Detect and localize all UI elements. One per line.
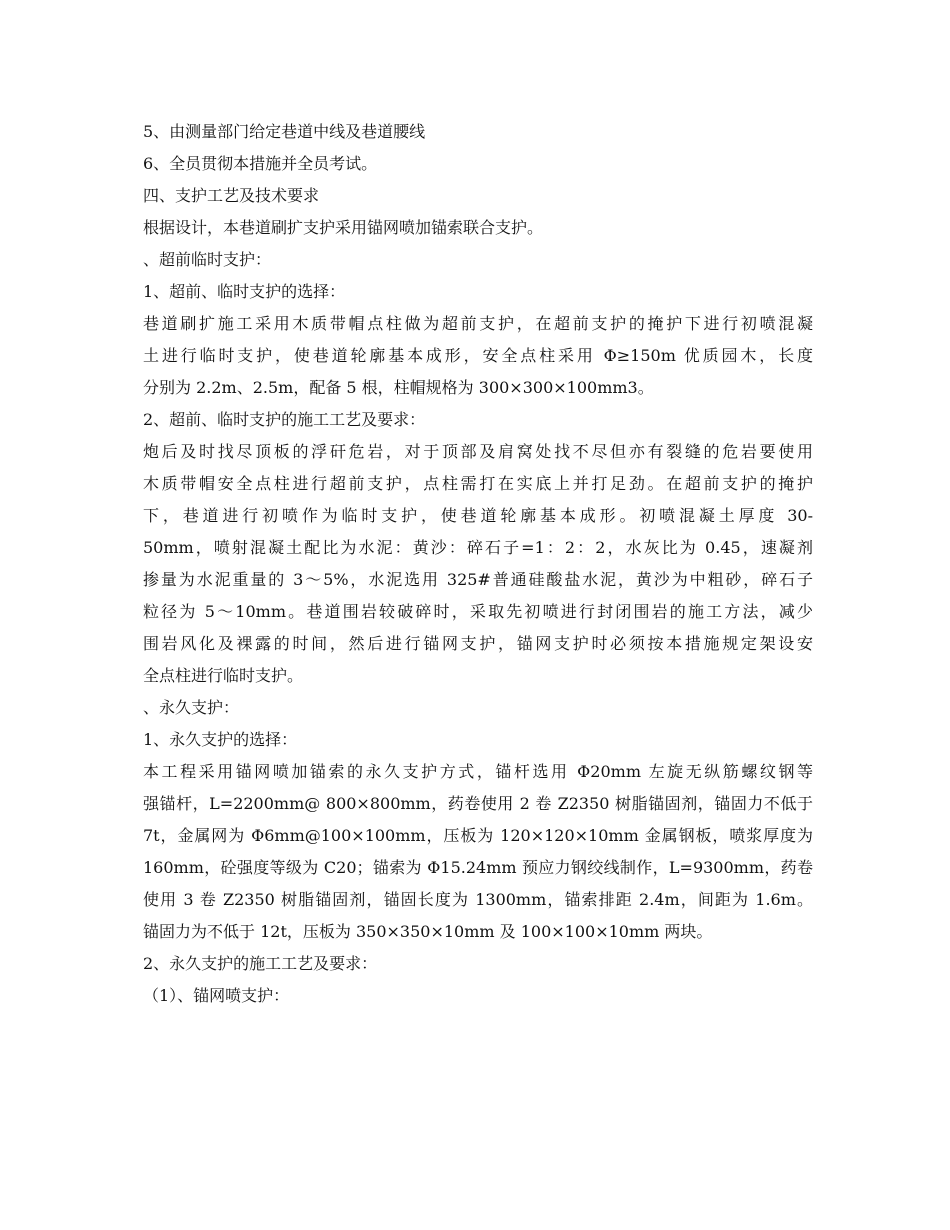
text-line: 围岩风化及裸露的时间，然后进行锚网支护，锚网支护时必须按本措施规定架设安 — [143, 634, 813, 653]
text-line: 巷道刷扩施工采用木质带帽点柱做为超前支护，在超前支护的掩护下进行初喷混凝 — [143, 314, 813, 333]
text-line: 7t，金属网为 Φ6mm@100×100mm，压板为 120×120×10mm 金属钢板，喷浆厚度为 — [143, 826, 813, 845]
text-line: 6、全员贯彻本措施并全员考试。 — [143, 154, 378, 173]
text-line: 锚固力为不低于 12t，压板为 350×350×10mm 及 100×100×10mm 两块。 — [143, 922, 713, 941]
text-line: 全点柱进行临时支护。 — [143, 666, 304, 685]
text-line: 2、超前、临时支护的施工工艺及要求： — [143, 410, 426, 429]
text-line: 、永久支护： — [143, 698, 240, 717]
document-body — [143, 116, 813, 1012]
text-line: 根据设计，本巷道刷扩支护采用锚网喷加锚索联合支护。 — [143, 218, 544, 237]
text-line: 2、永久支护的施工工艺及要求： — [143, 954, 378, 973]
text-line: 四、支护工艺及技术要求 — [143, 186, 320, 205]
text-line: 使用 3 卷 Z2350 树脂锚固剂，锚固长度为 1300mm，锚索排距 2.4m，间距为 1.6m。 — [143, 890, 813, 909]
text-line: 160mm，砼强度等级为 C20；锚索为 Φ15.24mm 预应力钢绞线制作，L=9300mm，药卷 — [143, 858, 813, 877]
text-line: 炮后及时找尽顶板的浮矸危岩，对于顶部及肩窝处找不尽但亦有裂缝的危岩要使用 — [143, 442, 813, 461]
text-line: 木质带帽安全点柱进行超前支护，点柱需打在实底上并打足劲。在超前支护的掩护 — [143, 474, 813, 493]
text-line: 1、永久支护的选择： — [143, 730, 298, 749]
text-line: 、超前临时支护： — [143, 250, 272, 269]
text-line: 粒径为 5～10mm。巷道围岩较破碎时，采取先初喷进行封闭围岩的施工方法，减少 — [143, 602, 813, 621]
text-line: （1）、锚网喷支护： — [143, 986, 290, 1005]
text-line: 5、由测量部门给定巷道中线及巷道腰线 — [143, 122, 426, 141]
text-line: 下，巷道进行初喷作为临时支护，使巷道轮廓基本成形。初喷混凝土厚度 30- — [143, 506, 813, 525]
text-line: 强锚杆，L=2200mm@ 800×800mm，药卷使用 2 卷 Z2350 树脂锚固剂，锚固力不低于 — [143, 794, 813, 813]
text-line: 1、超前、临时支护的选择： — [143, 282, 346, 301]
text-line: 50mm，喷射混凝土配比为水泥：黄沙：碎石子=1：2：2，水灰比为 0.45，速凝剂 — [143, 538, 813, 557]
text-line: 分别为 2.2m、2.5m，配备 5 根，柱帽规格为 300×300×100mm3。 — [143, 378, 654, 397]
text-line: 土进行临时支护，使巷道轮廓基本成形，安全点柱采用 Φ≥150m 优质园木，长度 — [143, 346, 813, 365]
text-line: 本工程采用锚网喷加锚索的永久支护方式，锚杆选用 Φ20mm 左旋无纵筋螺纹钢等 — [143, 762, 813, 781]
text-line: 掺量为水泥重量的 3～5%，水泥选用 325#普通硅酸盐水泥，黄沙为中粗砂，碎石子 — [143, 570, 813, 589]
